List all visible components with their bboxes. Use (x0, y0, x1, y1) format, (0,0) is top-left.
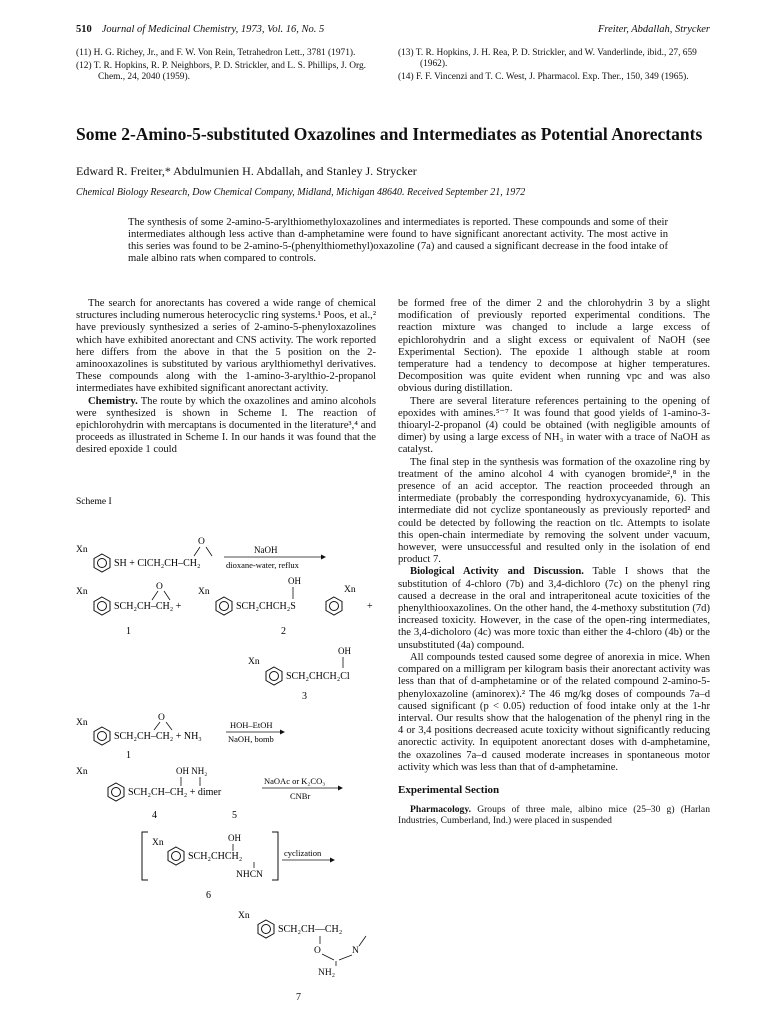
benzene-ring (94, 727, 110, 745)
reagent-bottom: dioxane-water, reflux (226, 560, 299, 570)
ring-o: O (314, 946, 321, 956)
xn-label: Xn (76, 545, 88, 555)
reagent-top: NaOH (254, 545, 278, 555)
journal-name: Journal of Medicinal Chemistry, 1973, Vol. 16, No. 5 (101, 24, 325, 35)
nhcn-label: NHCN (236, 870, 263, 880)
reagent-top: HOH–EtOH (230, 720, 273, 730)
abstract: The synthesis of some 2-amino-5-arylthiomethyloxazolines and intermediates is reported. These compounds and some of their intermediates although less active than d-amphetamine were found to have significant anorectant activity. The most active in this series was found to be 2-amino-5-(phenylthiomethyl)oxazoline (7a) and caused a significant decrease in the food intake of male albino rats when compared to controls. (128, 217, 668, 264)
product-7-text: SCH₂CH—CH₂ (278, 924, 343, 935)
scheme-figure (76, 496, 376, 966)
reference-item: (13) T. R. Hopkins, J. H. Rea, P. D. Strickler, and W. Vanderlinde, ibid., 27, 659 (1962). (398, 48, 697, 69)
benzene-ring (326, 597, 342, 615)
paragraph (398, 566, 710, 651)
xn-label: Xn (238, 911, 250, 921)
header-left (76, 24, 324, 35)
xn-label: Xn (76, 587, 88, 597)
section-runin: Pharmacology. (410, 804, 472, 816)
compound-number: 4 (152, 810, 157, 821)
oh-nh2-label: OH NH₂ (176, 766, 208, 776)
epoxide-o: O (158, 713, 165, 723)
intermediate-6-text: SCH₂CHCH₂ (188, 851, 243, 862)
xn-label: Xn (76, 718, 88, 728)
running-authors: Freiter, Abdallah, Strycker (598, 24, 710, 35)
scheme-label: Scheme I (76, 497, 112, 507)
xn-label: Xn (248, 657, 260, 667)
scheme-drawing (76, 496, 376, 966)
compound-number: 1 (126, 626, 131, 637)
paragraph-text: The route by which the oxazolines and amino alcohols were synthesized is shown in Scheme I. The reaction of epichlorohydrin with mercaptans is documented in the literature³,⁴ and proceeds as illustrated in Scheme I. In our hands it was found that the desired epoxide 1 could (76, 395, 376, 456)
section-heading: Experimental Section (398, 783, 500, 796)
epoxide-o: O (198, 537, 205, 547)
product-1-text: SCH₂CH–CH₂ + (114, 601, 182, 612)
reagent-bottom: CNBr (290, 791, 311, 801)
reference-item: (11) H. G. Richey, Jr., and F. W. Von Rein, Tetrahedron Lett., 3781 (1971). (76, 48, 356, 58)
oh-label: OH (228, 833, 241, 843)
paragraph: The final step in the synthesis was formation of the oxazoline ring by treatment of the amino alcohol 4 with cyanogen bromide²,⁸ in the presence of an acid acceptor. The reaction proceeded through an intermediate (probably the corresponding hydroxycyanamide, 6). This intermediate did not cyclize spontaneously as previously reported² and could be detected by following the reaction on tlc. Attempts to isolate this open-chain intermediate by removing the solvent under vacuum, however, were unsuccessful and resulted only in the isolation of end product 7. (398, 456, 710, 566)
right-column (398, 298, 710, 826)
compound-number: 6 (206, 890, 211, 901)
product-2-text: SCH₂CHCH₂S (236, 601, 296, 612)
compound-number: 7 (296, 992, 301, 1003)
page-header (76, 24, 710, 35)
paragraph (76, 396, 376, 457)
paragraph: be formed free of the dimer 2 and the chlorohydrin 3 by a slight modification of previously reported experimental conditions. The reaction mixture was changed to include a large excess of epichlorohydrin and a slight excess or equivalent of NaOH (see Experimental Section). The epoxide 1 although stable at room temperature had a tendency to decompose at higher temperatures. Decomposition was quite evident when running vpc and was also obvious during distillation. (398, 298, 710, 395)
paragraph: The search for anorectants has covered a wide range of chemical structures including numerous heterocyclic ring systems.¹ Poos, et al.,² have previously synthesized a series of 2-amino-5-phenyloxazolines which have exhibited anorectant and CNS activity. The work reported here differs from the above in that the 5 position on the 2-aminooxazolines is substituted by various arylthiomethyl derivatives. These compounds along with the 1-amino-3-arylthio-2-propanol intermediates have exhibited significant anorectant activity. (76, 298, 376, 395)
compound-number: 3 (302, 691, 307, 702)
benzene-ring (108, 783, 124, 801)
affiliation: Chemical Biology Research, Dow Chemical Company, Midland, Michigan 48640. Received September 21, 1972 (76, 187, 526, 198)
paragraph: All compounds tested caused some degree of anorexia in mice. When compared on a milligram per kilogram basis their anorectant activity was less than that of d-amphetamine or of the related compound 2-amino-5-phenyloxazoline (aminorex).² The 46 mg/kg doses of compounds 7a–d caused significant (p < 0.05) reduction of food intake only at the 1-hr interval. Our results show that the halogenation of the phenyl ring in the 4 or 3,4 positions decreased acute toxicity without significantly reducing anorectic activity. In equipotent anorectant doses with d-amphetamine, the oxazolines 7a–d caused moderate increases in spontaneous motor activity which was less than that of d-amphetamine. (398, 651, 710, 773)
page-number: 510 (76, 24, 92, 35)
oh-label: OH (338, 646, 351, 656)
reference-item: (14) F. F. Vincenzi and T. C. West, J. Pharmacol. Exp. Ther., 150, 349 (1965). (398, 72, 689, 82)
reactant-text: SH + ClCH₂CH–CH₂ (114, 558, 201, 569)
benzene-ring (216, 597, 232, 615)
oh-label: OH (288, 576, 301, 586)
xn-label: Xn (76, 767, 88, 777)
compound-number: 2 (281, 626, 286, 637)
reagent-label: cyclization (284, 848, 322, 858)
paragraph-text: Groups of three male, albino mice (25–30 g) (Harlan Industries, Cumberland, Ind.) were placed in suspended (398, 804, 710, 827)
xn-label: Xn (344, 585, 356, 595)
paragraph: There are several literature references pertaining to the opening of epoxides with amines.⁵⁻⁷ It was found that good yields of 1-amino-3-thioaryl-2-propanol (4) could be obtained (with negligible amounts of dimer) by using a large excess of NH₃ in water with a trace of NaOH as catalyst. (398, 395, 710, 456)
left-column (76, 298, 376, 457)
reagent-bottom: NaOH, bomb (228, 734, 274, 744)
paragraph-text: Table I shows that the substitution of 4-chloro (7b) and 3,4-dichloro (7c) on the phenyl ring caused a decrease in the oral and intraperitoneal acute toxicities of the phenylthiooxazolines. On the other hand, the 4-methoxy substitution (7d) increased toxicity. However, in the case of the open-ring intermediates, the 3,4-dicholoro (4c) was more toxic than either the 4-chloro (4b) or the unsubstituted (4a) compound. (398, 566, 710, 651)
benzene-ring (94, 597, 110, 615)
compound-number: 1 (126, 750, 131, 761)
section-runin: Chemistry. (88, 395, 138, 407)
section-runin: Biological Activity and Discussion. (410, 566, 584, 578)
references-left (76, 48, 376, 85)
reactant-text: SCH₂CH–CH₂ + NH₃ (114, 731, 202, 742)
reference-item: (12) T. R. Hopkins, R. P. Neighbors, P. D. Strickler, and L. S. Phillips, J. Org. Chem., 24, 2040 (1959). (76, 61, 366, 82)
xn-label: Xn (198, 587, 210, 597)
paragraph (398, 804, 710, 826)
plus-sign: + (367, 601, 373, 612)
benzene-ring (94, 554, 110, 572)
article-title: Some 2-Amino-5-substituted Oxazolines and Intermediates as Potential Anorectants (76, 124, 703, 144)
epoxide-o: O (156, 582, 163, 592)
reagent-top: NaOAc or K₂CO₃ (264, 776, 326, 786)
benzene-ring (258, 920, 274, 938)
intermediate-4-text: SCH₂CH–CH₂ + dimer (128, 787, 222, 798)
author-list: Edward R. Freiter,* Abdulmunien H. Abdallah, and Stanley J. Strycker (76, 164, 417, 178)
references-right (398, 48, 718, 85)
ring-n: N (352, 946, 359, 956)
benzene-ring (168, 847, 184, 865)
benzene-ring (266, 667, 282, 685)
xn-label: Xn (152, 838, 164, 848)
compound-number: 5 (232, 810, 237, 821)
product-3-text: SCH₂CHCH₂Cl (286, 671, 350, 682)
nh2-label: NH₂ (318, 968, 336, 978)
